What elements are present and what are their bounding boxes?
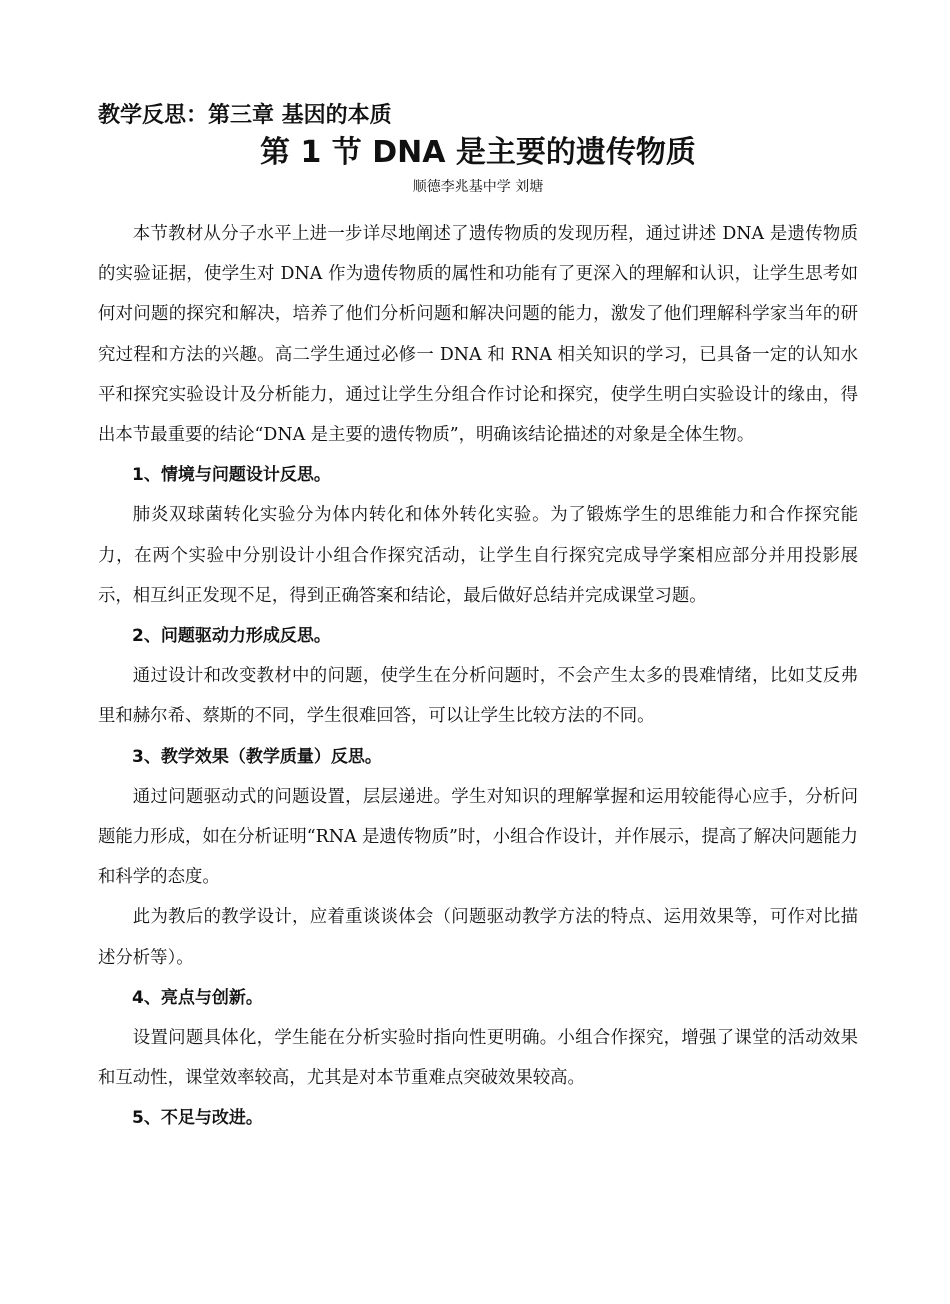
section-3-paragraph-1: 通过问题驱动式的问题设置，层层递进。学生对知识的理解掌握和运用较能得心应手，分析问题能力形成，如在分析证明“RNA 是遗传物质”时，小组合作设计，并作展示，提高了解决问题能力和科学的态度。 [98, 786, 858, 888]
author-line: 顺德李兆基中学 刘塘 [412, 179, 544, 195]
intro-paragraph: 本节教材从分子水平上进一步详尽地阐述了遗传物质的发现历程，通过讲述 DNA 是遗传物质的实验证据，使学生对 DNA 作为遗传物质的属性和功能有了更深入的理解和认识，让学生思考如何对问题的探究和解决，培养了他们分析问题和解决问题的能力，激发了他们理解科学家当年的研究过程和方法的兴趣。高二学生通过必修一 DNA 和 RNA 相关知识的学习，已具备一定的认知水平和探究实验设计及分析能力，通过让学生分组合作讨论和探究，使学生明白实验设计的缘由，得出本节最重要的结论“DNA 是主要的遗传物质”，明确该结论描述的对象是全体生物。 [98, 224, 858, 446]
section-2-paragraph-1: 通过设计和改变教材中的问题，使学生在分析问题时，不会产生太多的畏难情绪，比如艾反弗里和赫尔希、蔡斯的不同，学生很难回答，可以让学生比较方法的不同。 [98, 666, 858, 727]
section-4-paragraph-1: 设置问题具体化，学生能在分析实验时指向性更明确。小组合作探究，增强了课堂的活动效果和互动性，课堂效率较高，尤其是对本节重难点突破效果较高。 [98, 1028, 858, 1089]
section-3-paragraph-2: 此为教后的教学设计，应着重谈谈体会（问题驱动教学方法的特点、运用效果等，可作对比描述分析等）。 [98, 907, 858, 968]
document-pre-title: 教学反思：第三章 基因的本质 [98, 103, 392, 128]
section-heading-5: 5、不足与改进。 [132, 1108, 263, 1129]
document-title: 第 1 节 DNA 是主要的遗传物质 [260, 135, 696, 170]
section-heading-2: 2、问题驱动力形成反思。 [132, 626, 331, 647]
section-1-paragraph-1: 肺炎双球菌转化实验分为体内转化和体外转化实验。为了锻炼学生的思维能力和合作探究能力，在两个实验中分别设计小组合作探究活动，让学生自行探究完成导学案相应部分并用投影展示，相互纠正发现不足，得到正确答案和结论，最后做好总结并完成课堂习题。 [98, 505, 858, 606]
document-page [98, 100, 858, 1139]
section-heading-3: 3、教学效果（教学质量）反思。 [132, 746, 382, 767]
section-heading-1: 1、情境与问题设计反思。 [132, 465, 331, 486]
section-heading-4: 4、亮点与创新。 [132, 987, 263, 1008]
